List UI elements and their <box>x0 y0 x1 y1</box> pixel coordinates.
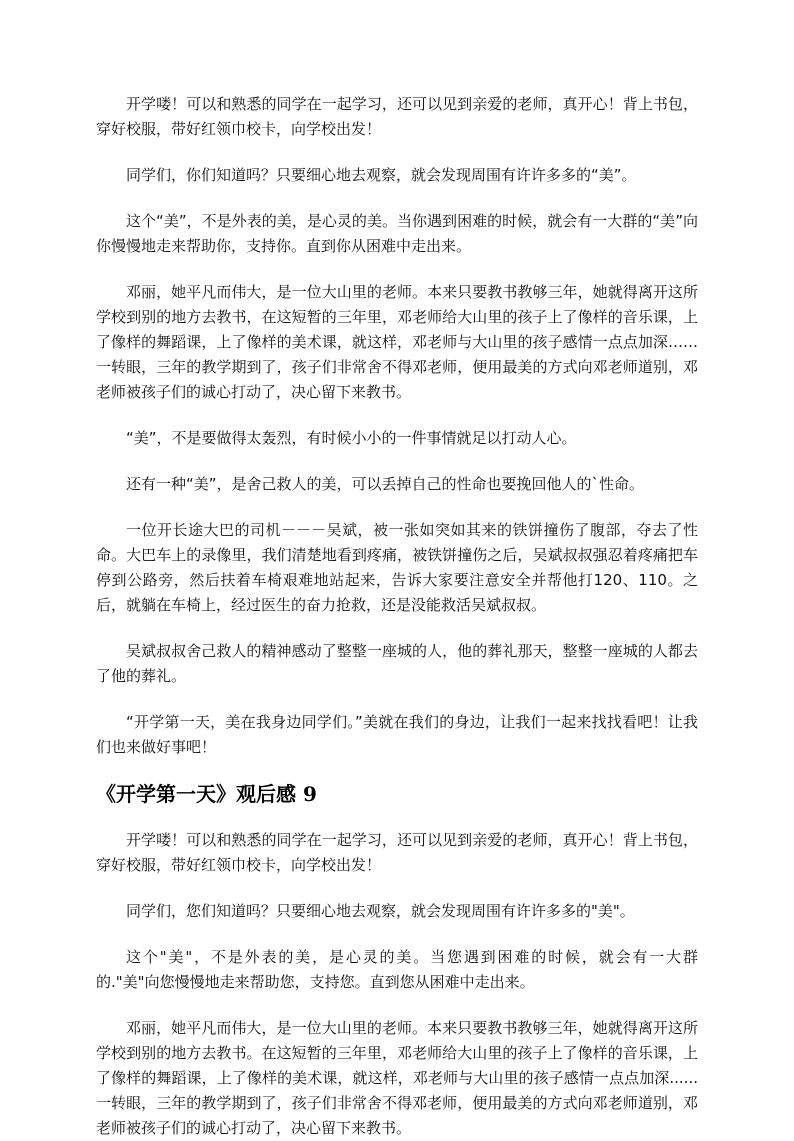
paragraph: 这个"美"，不是外表的美，是心灵的美。当您遇到困难的时候，就会有一大群的."美"向您慢慢地走来帮助您，支持您。直到您从困难中走出来。 <box>96 948 698 991</box>
paragraph: 开学喽！可以和熟悉的同学在一起学习，还可以见到亲爱的老师，真开心！背上书包，穿好校服，带好红领巾校卡，向学校出发！ <box>96 831 698 874</box>
paragraph: “开学第一天，美在我身边同学们。”美就在我们的身边，让我们一起来找找看吧！让我们也来做好事吧！ <box>96 713 698 756</box>
document-page <box>96 92 698 1141</box>
paragraph: 一位开长途大巴的司机－－－吴斌，被一张如突如其来的铁饼撞伤了腹部，夺去了性命。大巴车上的录像里，我们清楚地看到疼痛，被铁饼撞伤之后，吴斌叔叔强忍着疼痛把车停到公路旁，然后扶着车椅艰难地站起来，告诉大家要注意安全并帮他打120、110。之后，就躺在车椅上，经过医生的奋力抢救，还是没能救活吴斌叔叔。 <box>96 521 698 614</box>
section-heading: 《开学第一天》观后感 9 <box>96 782 317 806</box>
paragraph: 同学们，你们知道吗？只要细心地去观察，就会发现周围有许许多多的“美”。 <box>126 166 637 184</box>
paragraph: “美”，不是要做得太轰烈，有时候小小的一件事情就足以打动人心。 <box>126 429 577 447</box>
paragraph: 吴斌叔叔舍己救人的精神感动了整整一座城的人，他的葬礼那天，整整一座城的人都去了他的葬礼。 <box>96 642 698 685</box>
paragraph: 还有一种“美”，是舍己救人的美，可以丢掉自己的性命也要挽回他人的`性命。 <box>126 475 645 493</box>
paragraph: 邓丽，她平凡而伟大，是一位大山里的老师。本来只要教书教够三年，她就得离开这所学校到别的地方去教书，在这短暂的三年里，邓老师给大山里的孩子上了像样的音乐课，上了像样的舞蹈课，上了像样的美术课，就这样，邓老师与大山里的孩子感情一点点加深……一转眼，三年的教学期到了，孩子们非常舍不得邓老师，便用最美的方式向邓老师道别，邓老师被孩子们的诚心打动了，决心留下来教书。 <box>96 283 698 401</box>
paragraph: 这个“美”，不是外表的美，是心灵的美。当你遇到困难的时候，就会有一大群的“美”向你慢慢地走来帮助你，支持你。直到你从困难中走出来。 <box>96 212 698 255</box>
paragraph: 同学们，您们知道吗？只要细心地去观察，就会发现周围有许许多多的"美"。 <box>126 902 635 920</box>
paragraph: 开学喽！可以和熟悉的同学在一起学习，还可以见到亲爱的老师，真开心！背上书包，穿好校服，带好红领巾校卡，向学校出发！ <box>96 95 698 138</box>
paragraph: 邓丽，她平凡而伟大，是一位大山里的老师。本来只要教书教够三年，她就得离开这所学校到别的地方去教书。在这短暂的三年里，邓老师给大山里的孩子上了像样的音乐课，上了像样的舞蹈课，上了像样的美术课，就这样，邓老师与大山里的孩子感情一点点加深......一转眼，三年的教学期到了，孩子们非常舍不得邓老师，便用最美的方式向邓老师道别，邓老师被孩子们的诚心打动了，决心留下来教书。 <box>96 1019 698 1137</box>
